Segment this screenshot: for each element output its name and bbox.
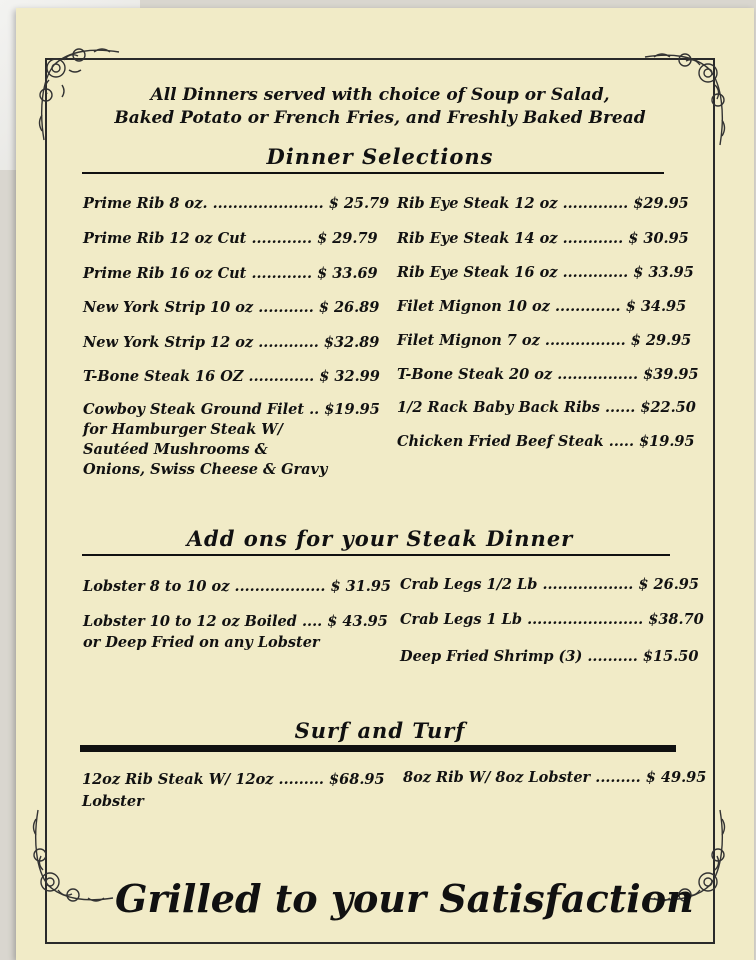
item-dots: .... [301,613,323,630]
item-name: Crab Legs 1/2 Lb [400,576,538,593]
menu-item [400,611,704,628]
item-price: $ 26.95 [638,576,699,593]
menu-item [83,265,378,282]
item-price: $ 33.95 [633,264,694,281]
item-price: $ 32.99 [319,368,380,385]
menu-item [403,769,706,786]
menu-item [397,230,689,247]
section-divider [82,554,670,556]
item-dots: ............ [258,334,319,351]
item-description: or Deep Fried on any Lobster [83,634,320,651]
item-name: New York Strip 10 oz [83,299,254,316]
item-description [83,420,327,480]
item-name: 12oz Rib Steak W/ 12oz [82,771,274,788]
item-price: $ 26.89 [318,299,380,316]
menu-item [83,578,391,595]
item-dots: ............ [251,265,313,282]
item-price: $38.70 [648,611,704,628]
menu-item [397,399,696,416]
item-dots: ............. [562,195,629,212]
menu-item [83,334,379,351]
item-dots: ................ [557,366,639,383]
menu-item [83,195,389,212]
menu-item [397,332,691,349]
description-line: Sautéed Mushrooms & [83,441,268,458]
add-ons-heading: Add ons for your Steak Dinner [186,526,574,551]
item-dots: .......... [587,648,638,665]
item-name: Deep Fried Shrimp (3) [400,648,583,665]
item-name: New York Strip 12 oz [83,334,254,351]
menu-item [400,648,698,665]
item-price: $ 43.95 [327,613,388,630]
description-line: for Hamburger Steak W/ [83,421,283,438]
item-price: $15.50 [642,648,699,665]
item-name: Filet Mignon 7 oz [397,332,540,349]
item-price: $19.95 [324,401,380,418]
item-name: T-Bone Steak 20 oz [397,366,553,383]
item-name: Cowboy Steak Ground Filet [83,401,305,418]
item-name: Rib Eye Steak 16 oz [397,264,558,281]
item-name: 8oz Rib W/ 8oz Lobster [403,769,591,786]
item-name: Rib Eye Steak 14 oz [397,230,558,247]
menu-item [397,264,694,281]
item-name: Chicken Fried Beef Steak [397,433,604,450]
item-dots: ..... [608,433,635,450]
item-dots: .. [309,401,320,418]
item-dots: ............. [554,298,621,315]
item-dots: ................ [544,332,626,349]
item-dots: ............. [562,264,629,281]
description-line: Onions, Swiss Cheese & Gravy [83,461,328,478]
menu-item [397,195,689,212]
floral-corner-ornament [28,800,118,910]
section-divider [80,745,676,752]
menu-item [83,401,380,418]
item-price: $ 30.95 [628,230,689,247]
section-divider [82,172,664,174]
item-name: Rib Eye Steak 12 oz [397,195,558,212]
menu-item [83,368,380,385]
item-price: $19.95 [639,433,695,450]
item-dots: ......... [595,769,641,786]
menu-item [83,299,379,316]
menu-item [400,576,699,593]
item-dots: ...... [605,399,636,416]
item-dots: ......... [278,771,324,788]
item-dots: ............ [251,230,313,247]
item-price: $68.95 [329,771,385,788]
item-name: Prime Rib 12 oz Cut [83,230,247,247]
menu-item [83,230,378,247]
item-dots: ........... [258,299,314,316]
menu-item [397,366,699,383]
item-name: Prime Rib 16 oz Cut [83,265,247,282]
intro-line-1: All Dinners served with choice of Soup or Salad, [150,85,610,105]
item-dots: .................. [234,578,326,595]
item-price: $22.50 [640,399,696,416]
dinner-selections-heading: Dinner Selections [266,144,494,169]
item-price: $29.95 [633,195,689,212]
item-price: $32.89 [323,334,380,351]
item-description: Lobster [82,793,144,810]
intro-line-2: Baked Potato or French Fries, and Freshly Baked Bread [114,108,646,128]
surf-and-turf-heading: Surf and Turf [294,718,466,743]
menu-item [397,298,686,315]
item-name: Lobster 8 to 10 oz [83,578,230,595]
menu-item [83,613,388,630]
item-price: $ 49.95 [645,769,707,786]
item-price: $ 33.69 [317,265,378,282]
item-price: $ 31.95 [330,578,392,595]
item-dots: ............ [562,230,624,247]
item-name: Crab Legs 1 Lb [400,611,523,628]
item-name: Lobster 10 to 12 oz Boiled [83,613,297,630]
item-price: $ 25.79 [328,195,390,212]
item-dots: ....................... [527,611,644,628]
menu-item [397,433,695,450]
item-name: T-Bone Steak 16 OZ [83,368,244,385]
item-price: $ 29.95 [630,332,692,349]
item-dots: .................. [542,576,634,593]
item-name: 1/2 Rack Baby Back Ribs [397,399,600,416]
item-price: $39.95 [643,366,699,383]
item-price: $ 29.79 [317,230,378,247]
item-price: $ 34.95 [625,298,687,315]
menu-border [45,58,715,944]
footer-tagline: Grilled to your Satisfaction [115,876,694,921]
item-dots: ............. [248,368,315,385]
menu-item [82,771,385,788]
item-dots: ...................... [212,195,324,212]
item-name: Prime Rib 8 oz. [83,195,208,212]
item-name: Filet Mignon 10 oz [397,298,550,315]
